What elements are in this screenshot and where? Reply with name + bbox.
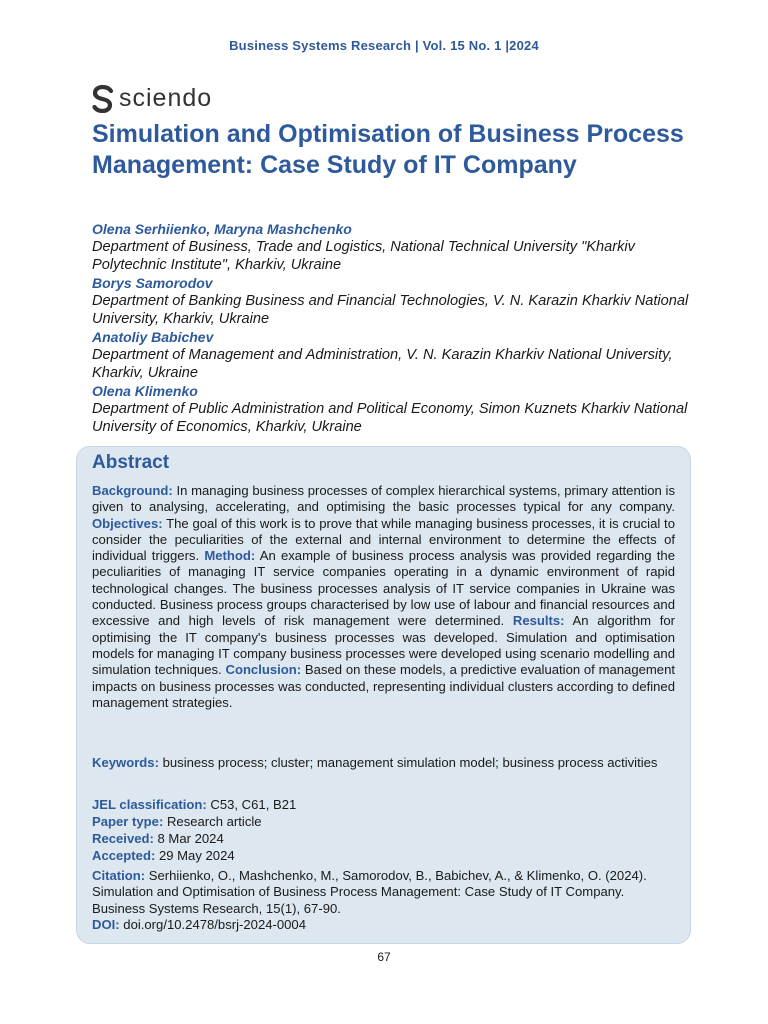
results-label: Results:: [512, 613, 565, 629]
conclusion-label: Conclusion:: [225, 662, 302, 678]
journal-header: Business Systems Research | Vol. 15 No. 1 |2024: [229, 38, 539, 53]
received-label: Received:: [92, 831, 154, 846]
results-text: An algorithm for optimising the IT company's business processes was developed. Simulation and optimisation models for managing IT company business processes were developed using scenario modelling and simulation techniques.: [92, 613, 675, 678]
citation-block: [92, 868, 675, 933]
conclusion-text: Based on these models, a predictive evaluation of management impacts on business processes was conducted, representing individual clusters according to defined management strategies.: [92, 662, 676, 710]
author-affiliation: Department of Business, Trade and Logistics, National Technical University "Kharkiv Polytechnic Institute", Kharkiv, Ukraine: [92, 239, 635, 273]
citation-text: Serhiienko, O., Mashchenko, M., Samorodov, B., Babichev, A., & Klimenko, O. (2024). Simulation and Optimisation of Business Process Management: Case Study of IT Company. Business Systems Research, 15(1), 67-90.: [92, 868, 647, 916]
author-names: Olena Serhiienko, Maryna Mashchenko: [92, 221, 352, 237]
author-affiliation: Department of Public Administration and Political Economy, Simon Kuznets Kharkiv National University of Economics, Kharkiv, Ukraine: [92, 401, 688, 435]
doi-label: DOI:: [92, 916, 120, 932]
citation-label: Citation:: [92, 868, 146, 883]
citation-row: [92, 868, 675, 917]
keywords: [92, 755, 675, 771]
author-block: [92, 274, 692, 328]
keywords-label: Keywords:: [92, 755, 159, 770]
paper-type-label: Paper type:: [92, 814, 164, 829]
objectives-label: Objectives:: [92, 515, 163, 531]
accepted-label: Accepted:: [92, 848, 156, 863]
page-number: 67: [377, 950, 391, 964]
jel-value: C53, C61, B21: [210, 797, 297, 812]
received-row: [92, 830, 675, 847]
author-names: Olena Klimenko: [92, 383, 198, 399]
abstract-text: [92, 483, 675, 711]
author-affiliation: Department of Management and Administration, V. N. Karazin Kharkiv National University, Kharkiv, Ukraine: [92, 347, 673, 381]
background-text: In managing business processes of complex hierarchical systems, primary attention is given to analysing, accelerating, and optimising the basic processes typical for any company.: [92, 483, 676, 515]
doi-row: [92, 917, 675, 933]
publisher-logo: [92, 84, 212, 113]
paper-type-value: Research article: [166, 814, 262, 829]
method-label: Method:: [204, 548, 256, 564]
author-block: [92, 328, 692, 382]
paper-title: Simulation and Optimisation of Business Process Management: Case Study of IT Company: [92, 120, 684, 179]
author-list: [92, 220, 692, 436]
jel-label: JEL classification:: [92, 797, 207, 812]
author-block: [92, 220, 692, 274]
doi-link[interactable]: doi.org/10.2478/bsrj-2024-0004: [123, 916, 306, 932]
method-text: An example of business process analysis was provided regarding the peculiarities of managing IT service companies operating in a dynamic environment of rapid technological changes. The business processes analysis of IT service companies in Ukraine was conducted. Business process groups characterised by low use of labour and financial resources and excessive and high levels of risk management were determined.: [92, 548, 675, 629]
keywords-value: business process; cluster; management simulation model; business process activities: [162, 755, 658, 770]
received-value: 8 Mar 2024: [157, 831, 224, 846]
author-names: Borys Samorodov: [92, 275, 213, 291]
jel-row: [92, 796, 675, 813]
paper-type-row: [92, 813, 675, 830]
sciendo-s-logo-icon: [92, 85, 114, 113]
objectives-text: The goal of this work is to prove that while managing business processes, it is crucial to consider the peculiarities of the external and internal environment to determine the effects of individual triggers.: [92, 515, 675, 564]
accepted-row: [92, 847, 675, 864]
accepted-value: 29 May 2024: [158, 848, 235, 863]
article-metadata: [92, 796, 675, 864]
author-names: Anatoliy Babichev: [92, 329, 214, 345]
author-affiliation: Department of Banking Business and Financial Technologies, V. N. Karazin Kharkiv National University, Kharkiv, Ukraine: [92, 293, 689, 327]
publisher-logo-text: sciendo: [119, 84, 213, 112]
author-block: [92, 382, 692, 436]
abstract-heading: Abstract: [92, 452, 170, 473]
background-label: Background:: [92, 483, 173, 498]
